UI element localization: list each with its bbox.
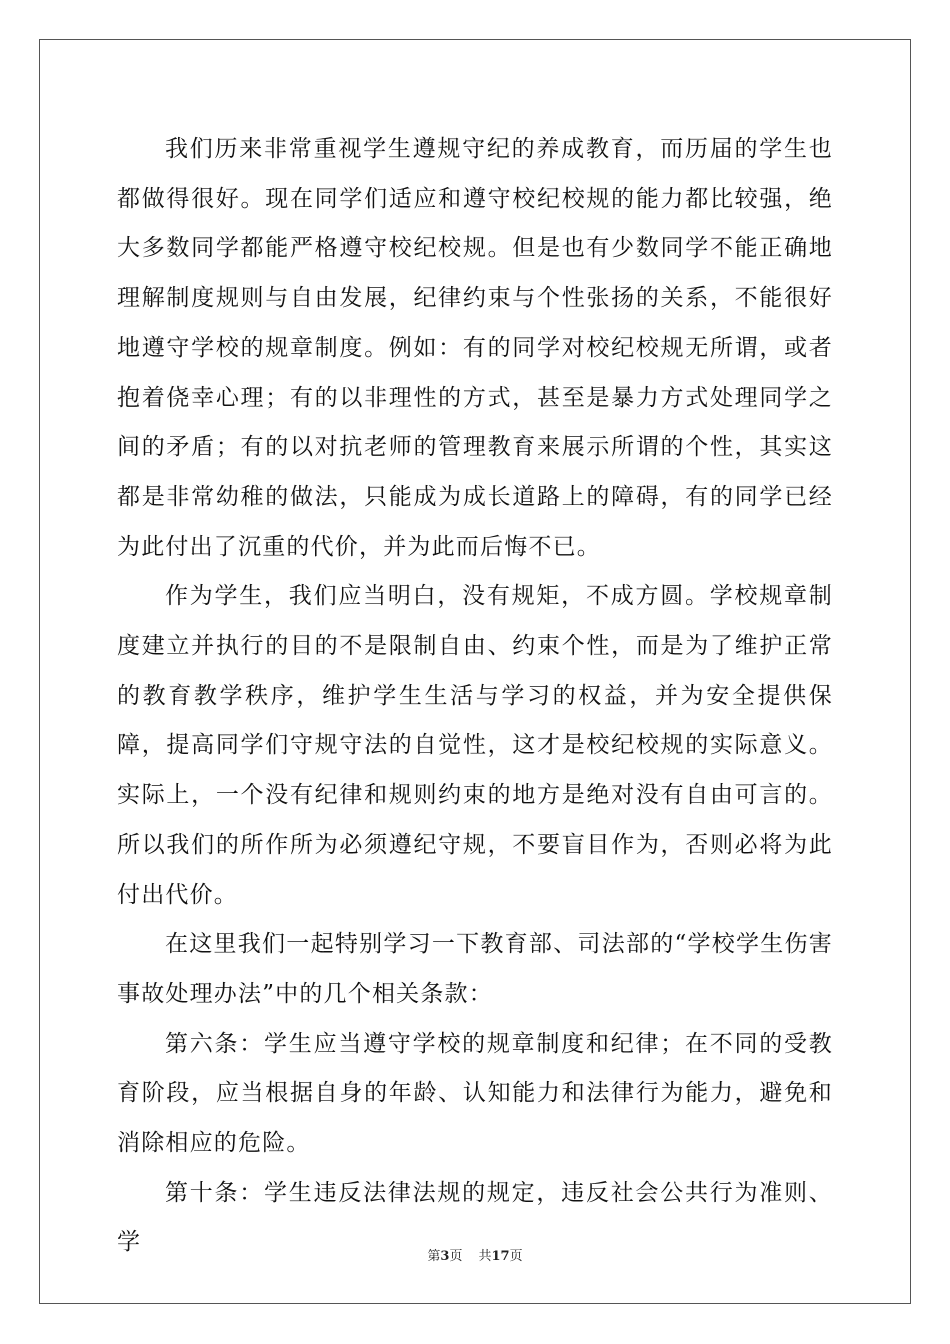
page-footer [0, 1245, 950, 1264]
paragraph-4: 第六条：学生应当遵守学校的规章制度和纪律；在不同的受教育阶段，应当根据自身的年龄、认知能力和法律行为能力，避免和消除相应的危险。 [117, 1030, 833, 1157]
footer-total-suffix: 页 [509, 1249, 523, 1264]
footer-total-pages: 17 [491, 1249, 510, 1264]
paragraph-3: 在这里我们一起特别学习一下教育部、司法部的“学校学生伤害事故处理办法”中的几个相关条款： [117, 931, 833, 1007]
footer-total-prefix: 共 [478, 1249, 492, 1264]
paragraph-1: 我们历来非常重视学生遵规守纪的养成教育，而历届的学生也都做得很好。现在同学们适应和遵守校纪校规的能力都比较强，绝大多数同学都能严格遵守校纪校规。但是也有少数同学不能正确地理解制度规则与自由发展，纪律约束与个性张扬的关系，不能很好地遵守学校的规章制度。例如：有的同学对校纪校规无所谓，或者抱着侥幸心理；有的以非理性的方式，甚至是暴力方式处理同学之间的矛盾；有的以对抗老师的管理教育来展示所谓的个性，其实这都是非常幼稚的做法，只能成为成长道路上的障碍，有的同学已经为此付出了沉重的代价，并为此而后悔不已。 [117, 136, 833, 560]
footer-page-suffix: 页 [449, 1249, 463, 1264]
paragraph-2: 作为学生，我们应当明白，没有规矩，不成方圆。学校规章制度建立并执行的目的不是限制自由、约束个性，而是为了维护正常的教育教学秩序，维护学生生活与学习的权益，并为安全提供保障，提高同学们守规守法的自觉性，这才是校纪校规的实际意义。实际上，一个没有纪律和规则约束的地方是绝对没有自由可言的。所以我们的所作所为必须遵纪守规，不要盲目作为，否则必将为此付出代价。 [117, 583, 833, 908]
footer-page-prefix: 第 [427, 1249, 441, 1264]
footer-page-number: 3 [440, 1249, 450, 1264]
document-body [117, 125, 833, 1268]
paragraph-5: 第十条：学生违反法律法规的规定，违反社会公共行为准则、学 [117, 1179, 833, 1256]
